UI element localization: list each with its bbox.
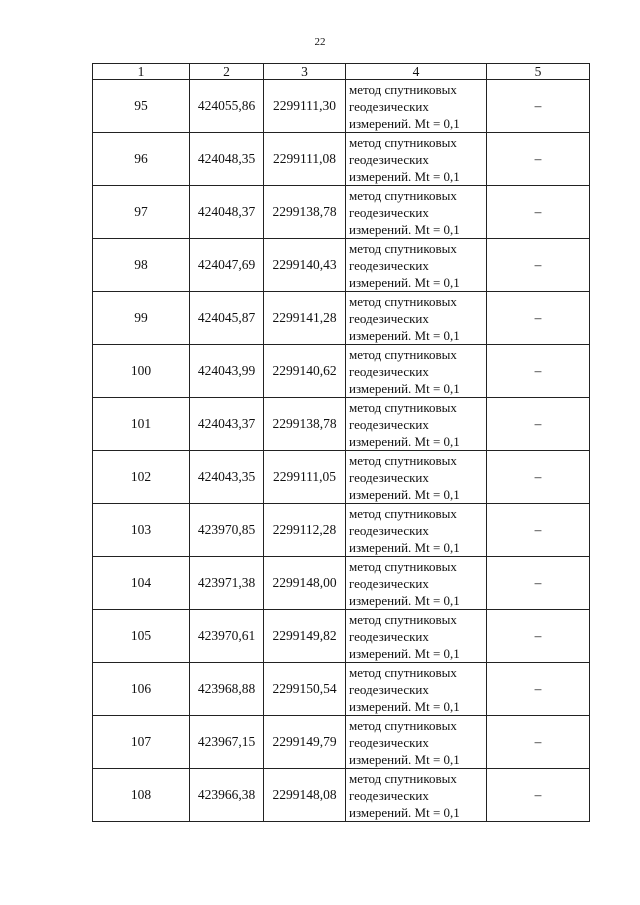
table-row — [93, 451, 590, 504]
table-row — [93, 504, 590, 557]
cell-note: – — [487, 610, 590, 663]
coordinates-table — [92, 63, 590, 822]
table-row — [93, 292, 590, 345]
cell-point-number: 107 — [93, 716, 190, 769]
table-row — [93, 663, 590, 716]
cell-point-number: 100 — [93, 345, 190, 398]
cell-y-coordinate: 2299149,82 — [264, 610, 346, 663]
cell-method: метод спутниковых геодезических измерений. Mt = 0,1 — [346, 504, 487, 557]
cell-note: – — [487, 292, 590, 345]
header-col-2: 2 — [190, 64, 264, 80]
cell-method: метод спутниковых геодезических измерений. Mt = 0,1 — [346, 292, 487, 345]
cell-y-coordinate: 2299148,08 — [264, 769, 346, 822]
cell-point-number: 98 — [93, 239, 190, 292]
cell-y-coordinate: 2299111,05 — [264, 451, 346, 504]
cell-y-coordinate: 2299141,28 — [264, 292, 346, 345]
cell-note: – — [487, 557, 590, 610]
cell-y-coordinate: 2299150,54 — [264, 663, 346, 716]
table-row — [93, 769, 590, 822]
cell-point-number: 104 — [93, 557, 190, 610]
cell-y-coordinate: 2299148,00 — [264, 557, 346, 610]
cell-method: метод спутниковых геодезических измерений. Mt = 0,1 — [346, 398, 487, 451]
header-row — [93, 64, 590, 80]
table-row — [93, 610, 590, 663]
cell-method: метод спутниковых геодезических измерений. Mt = 0,1 — [346, 610, 487, 663]
cell-point-number: 106 — [93, 663, 190, 716]
cell-point-number: 99 — [93, 292, 190, 345]
table-row — [93, 239, 590, 292]
table-header — [93, 64, 590, 80]
cell-note: – — [487, 239, 590, 292]
table-body — [93, 80, 590, 822]
cell-note: – — [487, 663, 590, 716]
header-col-3: 3 — [264, 64, 346, 80]
cell-method: метод спутниковых геодезических измерений. Mt = 0,1 — [346, 345, 487, 398]
cell-x-coordinate: 423970,85 — [190, 504, 264, 557]
cell-method: метод спутниковых геодезических измерений. Mt = 0,1 — [346, 239, 487, 292]
cell-y-coordinate: 2299149,79 — [264, 716, 346, 769]
table-row — [93, 716, 590, 769]
cell-note: – — [487, 504, 590, 557]
cell-method: метод спутниковых геодезических измерений. Mt = 0,1 — [346, 663, 487, 716]
cell-method: метод спутниковых геодезических измерений. Mt = 0,1 — [346, 451, 487, 504]
cell-x-coordinate: 424043,99 — [190, 345, 264, 398]
cell-point-number: 108 — [93, 769, 190, 822]
page-number: 22 — [314, 36, 326, 48]
table-row — [93, 398, 590, 451]
cell-method: метод спутниковых геодезических измерений. Mt = 0,1 — [346, 186, 487, 239]
table-row — [93, 133, 590, 186]
cell-note: – — [487, 133, 590, 186]
cell-x-coordinate: 424055,86 — [190, 80, 264, 133]
cell-x-coordinate: 424043,37 — [190, 398, 264, 451]
cell-point-number: 103 — [93, 504, 190, 557]
cell-x-coordinate: 423967,15 — [190, 716, 264, 769]
cell-x-coordinate: 424043,35 — [190, 451, 264, 504]
cell-note: – — [487, 451, 590, 504]
cell-x-coordinate: 424048,37 — [190, 186, 264, 239]
cell-x-coordinate: 423970,61 — [190, 610, 264, 663]
cell-x-coordinate: 424047,69 — [190, 239, 264, 292]
cell-point-number: 96 — [93, 133, 190, 186]
cell-method: метод спутниковых геодезических измерений. Mt = 0,1 — [346, 557, 487, 610]
cell-method: метод спутниковых геодезических измерений. Mt = 0,1 — [346, 769, 487, 822]
cell-point-number: 97 — [93, 186, 190, 239]
cell-y-coordinate: 2299140,62 — [264, 345, 346, 398]
cell-note: – — [487, 186, 590, 239]
cell-point-number: 101 — [93, 398, 190, 451]
table-row — [93, 557, 590, 610]
cell-x-coordinate: 424045,87 — [190, 292, 264, 345]
cell-y-coordinate: 2299140,43 — [264, 239, 346, 292]
cell-point-number: 95 — [93, 80, 190, 133]
cell-y-coordinate: 2299111,08 — [264, 133, 346, 186]
cell-point-number: 105 — [93, 610, 190, 663]
cell-note: – — [487, 769, 590, 822]
cell-point-number: 102 — [93, 451, 190, 504]
cell-y-coordinate: 2299111,30 — [264, 80, 346, 133]
table-row — [93, 186, 590, 239]
table-row — [93, 345, 590, 398]
cell-x-coordinate: 423971,38 — [190, 557, 264, 610]
cell-note: – — [487, 398, 590, 451]
cell-x-coordinate: 423968,88 — [190, 663, 264, 716]
cell-note: – — [487, 345, 590, 398]
cell-y-coordinate: 2299112,28 — [264, 504, 346, 557]
cell-x-coordinate: 423966,38 — [190, 769, 264, 822]
cell-note: – — [487, 80, 590, 133]
cell-y-coordinate: 2299138,78 — [264, 398, 346, 451]
cell-method: метод спутниковых геодезических измерений. Mt = 0,1 — [346, 133, 487, 186]
header-col-4: 4 — [346, 64, 487, 80]
cell-method: метод спутниковых геодезических измерений. Mt = 0,1 — [346, 80, 487, 133]
cell-note: – — [487, 716, 590, 769]
cell-y-coordinate: 2299138,78 — [264, 186, 346, 239]
cell-method: метод спутниковых геодезических измерений. Mt = 0,1 — [346, 716, 487, 769]
table-row — [93, 80, 590, 133]
header-col-1: 1 — [93, 64, 190, 80]
cell-x-coordinate: 424048,35 — [190, 133, 264, 186]
header-col-5: 5 — [487, 64, 590, 80]
